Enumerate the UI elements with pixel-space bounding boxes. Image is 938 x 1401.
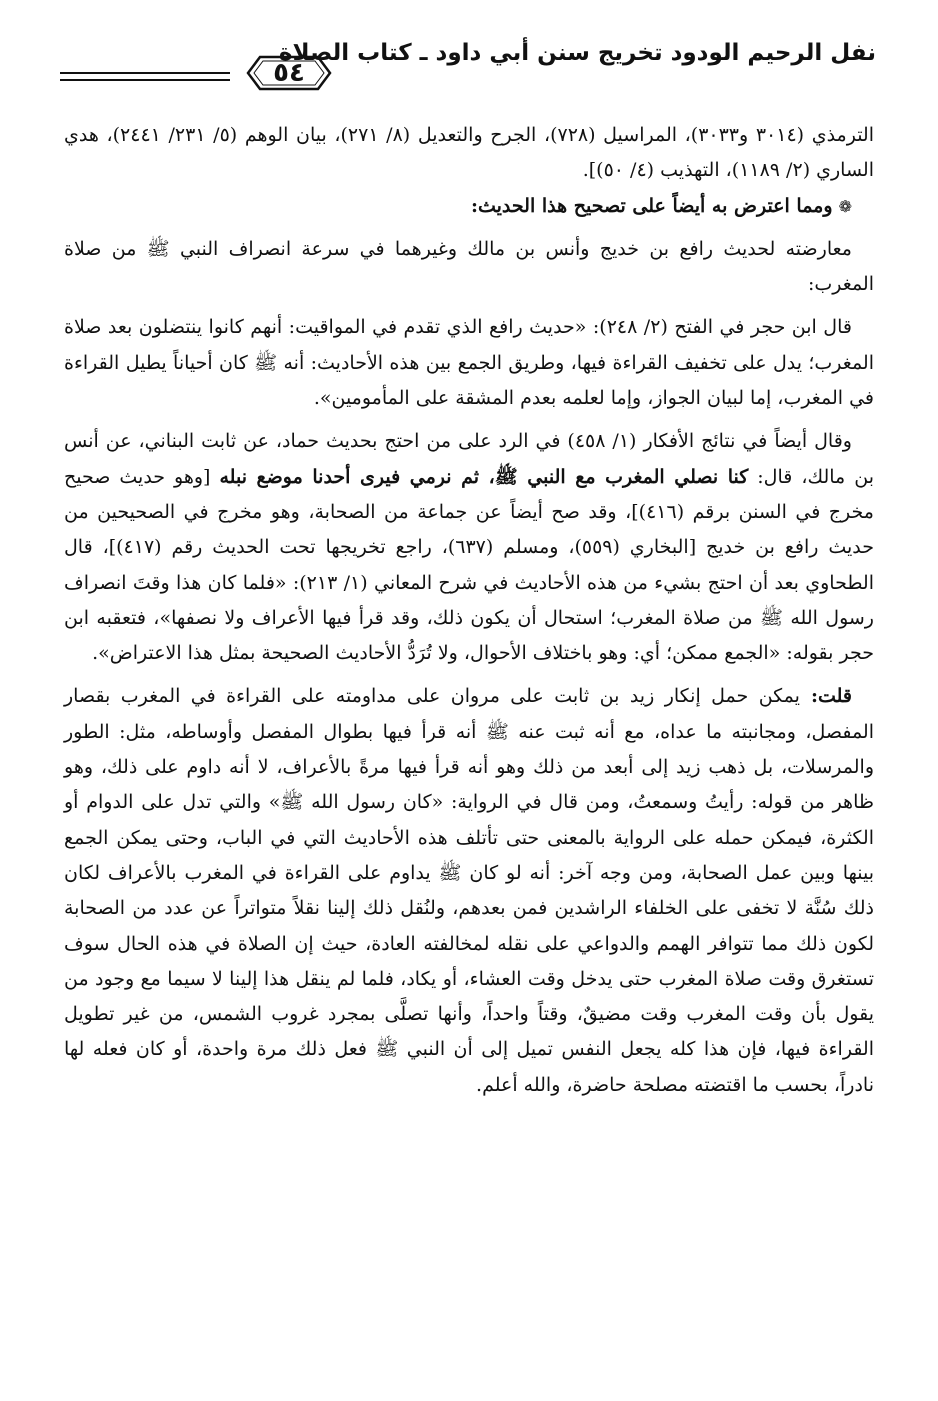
paragraph-text: وقال أيضاً في نتائج الأفكار (١/ ٤٥٨) في الرد على من احتج بحديث حماد، عن ثابت البناني، عن أنس بن مالك، قال: (64, 430, 874, 488)
flower-icon: ❁ (838, 196, 852, 216)
header-rule-top (60, 72, 230, 74)
paragraph-references: الترمذي (٣٠١٤ و٣٠٣٣)، المراسيل (٧٢٨)، الجرح والتعديل (٨/ ٢٧١)، بيان الوهم (٥/ ٢٣١/ ٢٤٤١)، هدي الساري (٢/ ١١٨٩)، التهذيب (٤/ ٥٠)]. (64, 124, 874, 182)
qultu-label: قلت: (799, 685, 852, 708)
hadith-quote: كنا نصلي المغرب مع النبي ﷺ، ثم نرمي فيرى أحدنا موضع نبله (219, 465, 749, 488)
section-heading (64, 189, 874, 224)
paragraph-author-comment (64, 679, 874, 1103)
header-rule-bottom (60, 79, 230, 81)
page-body (64, 118, 874, 1103)
section-heading-text: ومما اعترض به أيضاً على تصحيح هذا الحديث: (470, 194, 833, 217)
page-number: ٥٤ (273, 58, 305, 88)
page-number-badge (246, 54, 332, 92)
page-header (60, 36, 876, 96)
paragraph-text: [وهو حديث صحيح مخرج في السنن برقم (٤١٦)]، وقد صح أيضاً عن جماعة من الصحابة، وهو مخرج في الصحيحين من حديث رافع بن خديج [البخاري (٥٥٩)، ومسلم (٦٣٧)، راجع تخريجها تحت الحديث رقم (٤١٧)]، قال الطحاوي بعد أن احتج بشيء من هذه الأحاديث في شرح المعاني (١/ ٢١٣): «فلما كان هذا وقتَ انصراف رسول الله ﷺ من صلاة المغرب؛ استحال أن يكون ذلك، وقد قرأ فيها الأعراف ولا نصفها»، فتعقبه ابن حجر بقوله: «الجمع ممكن؛ أي: وهو باختلاف الأحوال، ولا تُرَدُّ الأحاديث الصحيحة بمثل هذا الاعتراض». (64, 465, 875, 665)
running-title: نفل الرحيم الودود تخريج سنن أبي داود ـ كتاب الصلاة (278, 40, 876, 66)
paragraph-ibn-hajar-fath: قال ابن حجر في الفتح (٢/ ٢٤٨): «حديث رافع الذي تقدم في المواقيت: أنهم كانوا ينتضلون بعد صلاة المغرب؛ يدل على تخفيف القراءة فيها، وطريق الجمع بين هذه الأحاديث: أنه ﷺ كان أحياناً يطيل القراءة في المغرب، إما لبيان الجواز، وإما لعلمه بعدم المشقة على المأمومين». (64, 316, 874, 410)
paragraph-text: يمكن حمل إنكار زيد بن ثابت على مروان على مداومته على القراءة في المغرب بقصار المفصل، ومجانبته ما عداه، مع أنه ثبت عنه ﷺ أنه قرأ فيها بطوال المفصل وأوساطه، مثل: الطور والمرسلات، بل ذهب زيد إلى أبعد من ذلك وهو أنه قرأ فيها مرةً بالأعراف، لا أنه داوم على ذلك، وهو ظاهر من قوله: رأيتُ وسمعتُ، ومن قال في الرواية: «كان رسول الله ﷺ» والتي تدل على الدوام أو الكثرة، فيمكن حمله على الرواية بالمعنى حتى تأتلف هذه الأحاديث التي في الباب، وحتى يمكن الجمع بينها وبين عمل الصحابة، ومن وجه آخر: أنه لو كان ﷺ يداوم على القراءة في المغرب بالأعراف لكان ذلك سُنَّة لا تخفى على الخلفاء الراشدين فمن بعدهم، ولنُقل ذلك إلينا نقلاً متواتراً عن عدد من الصحابة لكون ذلك مما تتوافر الهمم والدواعي على نقله لمخالفته العادة، حيث إن الصلاة في هذه الحال سوف تستغرق وقت صلاة المغرب حتى يدخل وقت العشاء، أو يكاد، فلما لم ينقل هذا إلينا لا سيما مع وجود من يقول بأن وقت المغرب وقت مضيقٌ، وقتاً واحداً، وأنها تصلَّى بمجرد غروب الشمس، من غير تطويل القراءة فيها، فإن هذا كله يجعل النفس تميل إلى أن النبي ﷺ فعل ذلك مرة واحدة، أو كان فعله لها نادراً، بحسب ما اقتضته مصلحة حاضرة، والله أعلم. (64, 685, 874, 1096)
paragraph-natai-al-afkar (64, 424, 874, 671)
paragraph-objection: معارضته لحديث رافع بن خديج وأنس بن مالك وغيرهما في سرعة انصراف النبي ﷺ من صلاة المغرب: (64, 237, 874, 296)
